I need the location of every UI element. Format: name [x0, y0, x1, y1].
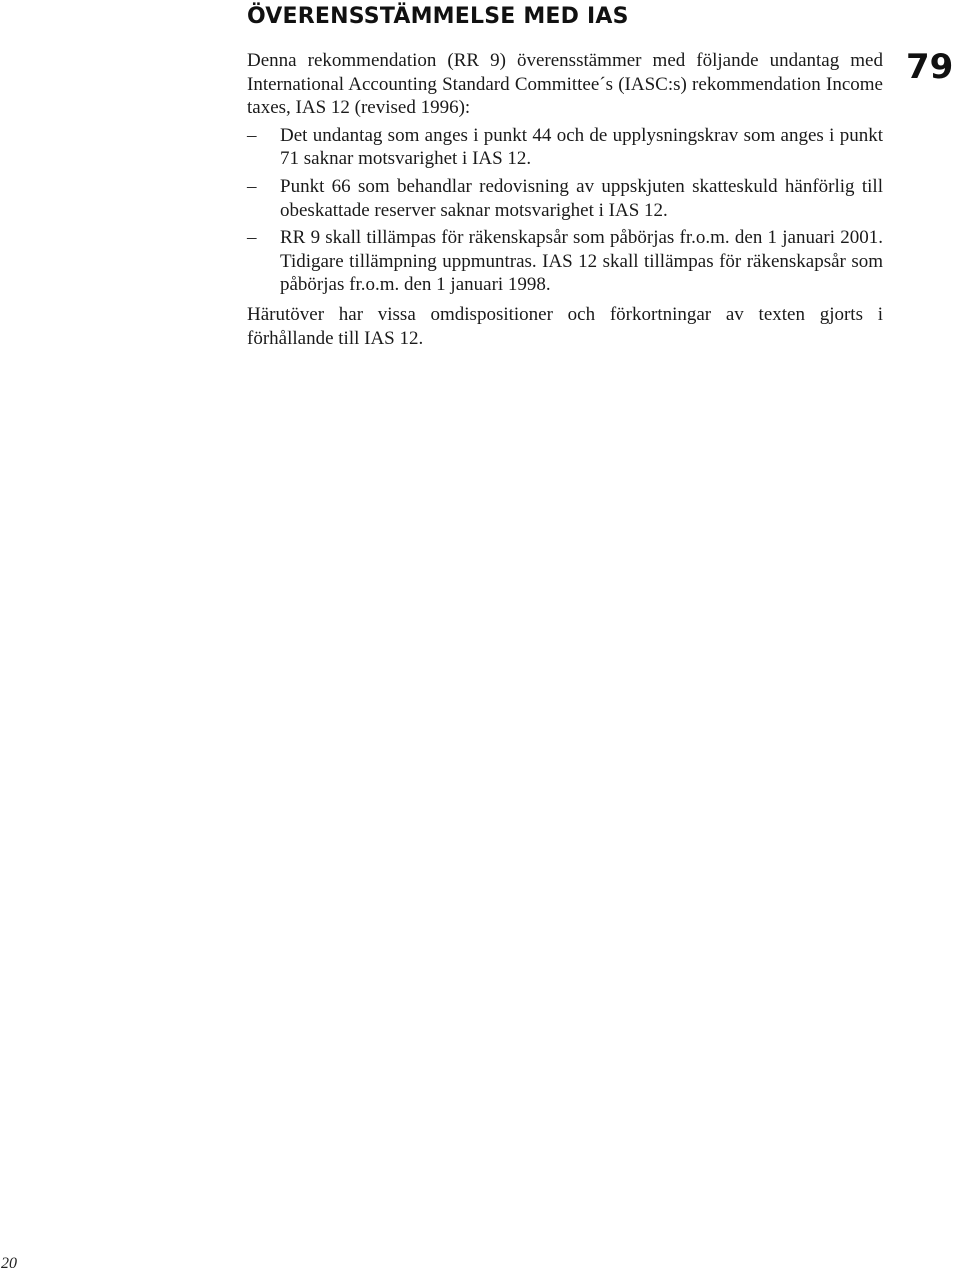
- list-item: [247, 226, 883, 297]
- dash-marker: –: [247, 124, 257, 146]
- list-item-text: Punkt 66 som behandlar redovisning av uppskjuten skatteskuld hänförlig till obeskattade reserver saknar motsvarighet i IAS 12.: [280, 175, 883, 221]
- closing-paragraph: Härutöver har vissa omdispositioner och förkortningar av texten gjorts i förhållande till IAS 12.: [247, 303, 883, 349]
- list-item-text: RR 9 skall tillämpas för räkenskapsår som påbörjas fr.o.m. den 1 januari 2001. Tidigare tillämpning uppmuntras. IAS 12 skall tillämpas för räkenskapsår som påbörjas fr.o.m. den 1 januari 1998.: [280, 227, 883, 296]
- section-number: 79: [906, 47, 954, 87]
- page-heading: ÖVERENSSTÄMMELSE MED IAS: [247, 4, 629, 29]
- body-text: [247, 49, 883, 350]
- list-item-text: Det undantag som anges i punkt 44 och de upplysningskrav som anges i punkt 71 saknar motsvarighet i IAS 12.: [280, 124, 883, 170]
- list-item: [247, 175, 883, 222]
- dash-marker: –: [247, 227, 257, 249]
- exception-list: [247, 124, 883, 297]
- page-number: 20: [1, 1255, 17, 1272]
- list-item: [247, 124, 883, 171]
- dash-marker: –: [247, 175, 257, 197]
- intro-paragraph: Denna rekommendation (RR 9) överensstämmer med följande undantag med International Accounting Standard Committee´s (IASC:s) rekommendation Income taxes, IAS 12 (revised 1996):: [247, 50, 883, 119]
